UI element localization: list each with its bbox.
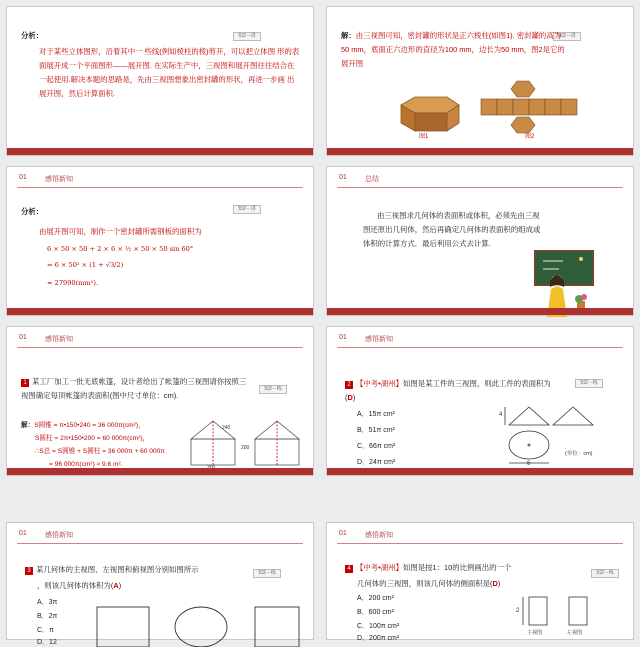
slide-7-close-paren: ) bbox=[118, 581, 122, 590]
front-view-caption: 主视图 bbox=[527, 630, 543, 636]
slide-6-source-tag: 【中考•湖州】 bbox=[356, 379, 403, 388]
slide-2-badge: 知2－讲 bbox=[553, 32, 581, 41]
slide-5-tent-question[interactable] bbox=[6, 326, 314, 476]
slide-3-math-2: = 6 × 50² × (1 + √3/2) bbox=[47, 261, 124, 269]
scale-dim-label: 2 bbox=[516, 608, 520, 614]
slide-5-sol-label: 解： bbox=[21, 422, 35, 429]
slide-6-workpiece-question[interactable] bbox=[326, 326, 634, 476]
slide-6-answer: D bbox=[347, 393, 353, 402]
slide-4-footer-bar bbox=[327, 308, 633, 315]
slide-8-title: 感悟新知 bbox=[365, 532, 393, 539]
slide-3-title: 感悟新知 bbox=[45, 176, 73, 183]
slide-6-title: 感悟新知 bbox=[365, 336, 393, 343]
slide-3-label: 分析： bbox=[21, 207, 44, 216]
slide-1-analysis[interactable] bbox=[6, 6, 314, 156]
slide-7-question-line-1 bbox=[25, 563, 199, 577]
cone-unit-label: (单位：cm) bbox=[565, 451, 593, 457]
slide-6-option-b[interactable]: B．51π cm² bbox=[357, 427, 395, 434]
cone-dim-width: 6 bbox=[527, 461, 531, 467]
slide-3-footer-bar bbox=[7, 308, 313, 315]
slide-6-option-d[interactable]: D．24π cm² bbox=[357, 459, 396, 466]
slide-8-option-a[interactable]: A．200 cm² bbox=[357, 595, 394, 602]
slide-2-intro: 解： bbox=[341, 31, 356, 40]
slide-6-option-c[interactable]: C．66π cm² bbox=[357, 443, 396, 450]
slide-6-number: 01 bbox=[339, 334, 347, 341]
slide-5-sol-line-2: S圆柱 = 2π•150•200 = 60 000π(cm²)， bbox=[35, 435, 150, 442]
question-number-4: 4 bbox=[345, 565, 353, 573]
slide-8-option-c[interactable]: C．100π cm² bbox=[357, 623, 400, 630]
slide-3-header bbox=[7, 167, 313, 191]
slide-7-option-b[interactable]: B．2π bbox=[37, 613, 58, 620]
question-number-1: 1 bbox=[21, 379, 29, 387]
fig2-caption: 图2 bbox=[525, 134, 535, 140]
slide-6-option-a[interactable]: A．15π cm² bbox=[357, 411, 395, 418]
slide-4-paragraph: 由三视图求几何体的表面积或体积，必须先由三视图还原出几何体，然后再确定几何体的表面积的组成或体积的计算方式．最后利用公式去计算. bbox=[363, 211, 541, 248]
slide-6-header bbox=[327, 327, 633, 351]
slide-5-sol-line-1 bbox=[21, 419, 165, 432]
slide-5-header bbox=[7, 327, 313, 351]
slide-8-close-paren: ) bbox=[497, 579, 501, 588]
hex-prism-figure bbox=[393, 95, 463, 135]
slide-8-option-d[interactable]: D．200π cm² bbox=[357, 635, 400, 642]
slide-6-footer-bar bbox=[327, 468, 633, 475]
question-number-2: 2 bbox=[345, 381, 353, 389]
slide-3-badge: 知2－讲 bbox=[233, 205, 261, 214]
slide-4-summary[interactable] bbox=[326, 166, 634, 316]
slide-7-header bbox=[7, 523, 313, 547]
cone-dim-height: 4 bbox=[499, 412, 503, 418]
slide-2-paragraph bbox=[341, 29, 565, 71]
slide-8-option-b[interactable]: B．600 cm² bbox=[357, 609, 394, 616]
slide-8-question-line-1 bbox=[345, 561, 511, 575]
slide-8-answer: D bbox=[492, 579, 498, 588]
slide-3-math-1: 6 × 50 × 50 + 2 × 6 × ½ × 50 × 50 sin 60° bbox=[47, 245, 194, 253]
slide-5-footer-bar bbox=[7, 468, 313, 475]
slide-8-number: 01 bbox=[339, 530, 347, 537]
slide-6-question bbox=[345, 377, 557, 405]
slide-2-solution[interactable] bbox=[326, 6, 634, 156]
slide-1-footer-bar bbox=[7, 148, 313, 155]
slide-5-title: 感悟新知 bbox=[45, 336, 73, 343]
slide-7-option-d[interactable]: D．12 bbox=[37, 639, 57, 646]
slide-1-badge: 知2－讲 bbox=[233, 32, 261, 41]
slide-5-question-text: 某工厂加工一批无底帐篷，设计者给出了帐篷的三视图请你按照三视图确定每顶帐篷的表面积(图中尺寸单位：cm). bbox=[21, 377, 247, 400]
slide-3-line1: 由展开图可知，制作一个密封罐所需钢板的面积为 bbox=[39, 227, 202, 236]
slide-8-header bbox=[327, 523, 633, 547]
slide-7-q2: ，则该几何体的体积为( bbox=[37, 581, 114, 590]
slide-7-badge: 知2－练 bbox=[253, 569, 281, 578]
slide-7-volume-question[interactable] bbox=[6, 522, 314, 646]
side-view-caption: 左视图 bbox=[567, 630, 583, 636]
slide-3-area-calc[interactable] bbox=[6, 166, 314, 316]
question-number-3: 3 bbox=[25, 567, 33, 575]
slide-7-q1: 某几何体的主视图、左视图和俯视图分别如图所示 bbox=[36, 565, 199, 574]
slide-3-math-3: ≈ 27990(mm²). bbox=[47, 279, 98, 287]
slide-7-option-a[interactable]: A．3π bbox=[37, 599, 58, 606]
slide-5-sol-1: S圆锥 = π•150•240 = 36 000π(cm²)， bbox=[34, 422, 145, 429]
tent-dim-200: 200 bbox=[241, 445, 250, 451]
slide-8-q1: 如图是按1：10的比例画出的一个 bbox=[402, 563, 512, 572]
slide-5-header-line bbox=[17, 347, 303, 348]
slide-8-badge: 知2－练 bbox=[591, 569, 619, 578]
slide-5-sol-line-3: ∴S总 = S圆锥 + S圆柱 = 36 000π + 60 000π bbox=[35, 448, 165, 455]
slide-5-number: 01 bbox=[19, 334, 27, 341]
slide-5-badge: 知2－练 bbox=[259, 385, 287, 394]
cylinder-views-figure bbox=[91, 601, 311, 641]
tent-dim-240: 240 bbox=[222, 425, 231, 431]
slide-6-close-paren: ) bbox=[352, 393, 356, 402]
slide-4-header-line bbox=[337, 187, 623, 188]
slide-4-title: 总结 bbox=[365, 176, 379, 183]
slide-6-question-text: 如图是某工件的三视图，则此工件的表面积为( bbox=[345, 379, 551, 402]
slide-8-lateral-area-question[interactable] bbox=[326, 522, 634, 640]
slide-5-question bbox=[21, 375, 253, 403]
slide-3-header-line bbox=[17, 187, 303, 188]
slide-7-answer: A bbox=[113, 581, 119, 590]
slide-7-question-line-2 bbox=[37, 579, 121, 593]
slide-7-number: 01 bbox=[19, 530, 27, 537]
hex-prism-net-figure bbox=[477, 81, 617, 137]
slide-8-header-line bbox=[337, 543, 623, 544]
cylinder-scale-views-figure bbox=[515, 593, 595, 631]
slide-4-number: 01 bbox=[339, 174, 347, 181]
fig1-caption: 图1 bbox=[419, 134, 429, 140]
slide-8-source-tag: 【中考•湖州】 bbox=[356, 563, 403, 572]
slide-6-badge: 知2－练 bbox=[575, 379, 603, 388]
slide-1-label: 分析： bbox=[21, 31, 44, 40]
slide-7-title: 感悟新知 bbox=[45, 532, 73, 539]
slide-5-solution bbox=[21, 419, 165, 471]
slide-5-sol-line-4: = 96 000π(cm²) ≈ 9.6 m². bbox=[49, 461, 123, 468]
slide-7-header-line bbox=[17, 543, 303, 544]
tent-views-figure bbox=[183, 417, 307, 469]
slide-4-header bbox=[327, 167, 633, 191]
slide-2-footer-bar bbox=[327, 148, 633, 155]
cone-views-figure bbox=[495, 405, 615, 471]
slide-2-text: 由三视图可知，密封罐的形状是正六棱柱(如图1). 密封罐的高为50 mm，底面正六边形的直径为100 mm，边长为50 mm，图2是它的展开图 bbox=[341, 31, 565, 68]
slide-8-question-line-2 bbox=[357, 577, 500, 591]
slide-6-header-line bbox=[337, 347, 623, 348]
slide-3-number: 01 bbox=[19, 174, 27, 181]
slide-8-q2: 几何体的三视图，则该几何体的侧面积是( bbox=[357, 579, 493, 588]
slide-7-option-c[interactable]: C．π bbox=[37, 627, 54, 634]
slide-1-paragraph: 对于某些立体图形，沿着其中一 些线(例如棱柱的棱)剪开，可以把立体图 形的表面展开成一个平面图形——展开图. 在实际生产中，三视图和展开图往往结合在一起使用.解决本题的思路是，先由三视图想象出密封罐的形状，再进一步画 出展开图，然后计算面积. bbox=[39, 47, 300, 98]
